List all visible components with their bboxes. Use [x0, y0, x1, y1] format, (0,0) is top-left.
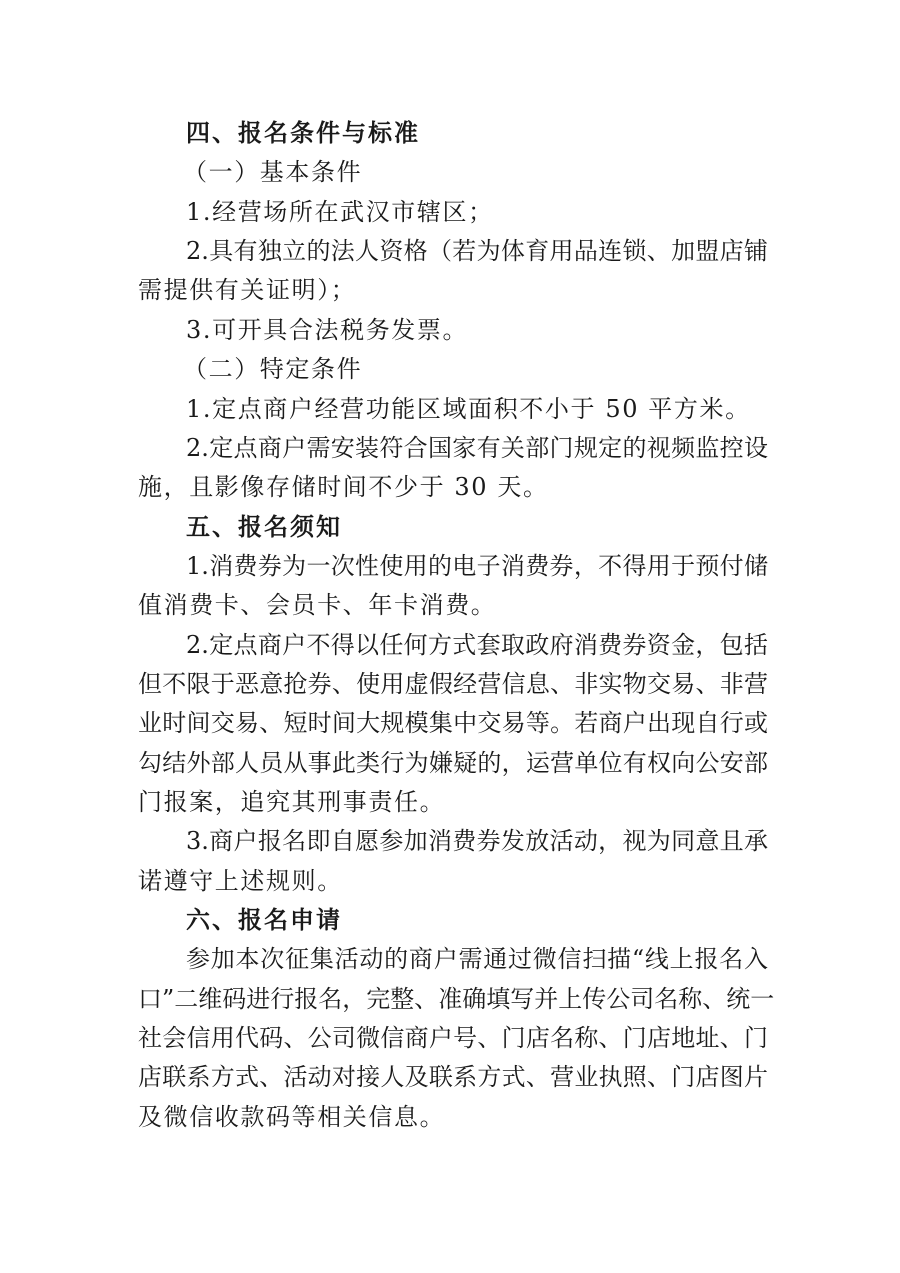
list-item-continuation: 但不限于恶意抢券、使用虚假经营信息、非实物交易、非营: [138, 670, 768, 698]
list-item: 3.可开具合法税务发票。: [186, 316, 469, 344]
paragraph-line: 店联系方式、活动对接人及联系方式、营业执照、门店图片: [138, 1063, 768, 1091]
subsection-title-specific: （二）特定条件: [183, 355, 363, 383]
list-item-continuation: 值消费卡、会员卡、年卡消费。: [138, 591, 497, 619]
list-item: 1.经营场所在武汉市辖区；: [186, 198, 494, 226]
list-item-continuation: 需提供有关证明）；: [138, 276, 357, 304]
list-item-continuation: 门报案，追究其刑事责任。: [138, 788, 446, 816]
list-item: 1.定点商户经营功能区域面积不小于 50 平方米。: [186, 395, 751, 423]
paragraph-line: 及微信收款码等相关信息。: [138, 1103, 446, 1131]
paragraph-line: 社会信用代码、公司微信商户号、门店名称、门店地址、门: [138, 1024, 768, 1052]
list-item-continuation: 业时间交易、短时间大规模集中交易等。若商户出现自行或: [138, 709, 768, 737]
list-item: 2.具有独立的法人资格（若为体育用品连锁、加盟店铺: [186, 237, 768, 265]
list-item-continuation: 诺遵守上述规则。: [138, 867, 343, 895]
subsection-title-basic: （一）基本条件: [183, 158, 363, 186]
section-heading-5: 五、报名须知: [186, 512, 342, 541]
list-item: 2.定点商户不得以任何方式套取政府消费券资金，包括: [186, 631, 768, 659]
paragraph-line: 参加本次征集活动的商户需通过微信扫描“线上报名入: [186, 945, 768, 973]
list-item-continuation: 勾结外部人员从事此类行为嫌疑的，运营单位有权向公安部: [138, 749, 768, 777]
list-item: 2.定点商户需安装符合国家有关部门规定的视频监控设: [186, 434, 768, 462]
section-heading-4: 四、报名条件与标准: [186, 118, 420, 147]
list-item: 3.商户报名即自愿参加消费券发放活动，视为同意且承: [186, 827, 768, 855]
list-item-continuation: 施，且影像存储时间不少于 30 天。: [138, 473, 549, 501]
list-item: 1.消费券为一次性使用的电子消费券，不得用于预付储: [186, 552, 768, 580]
paragraph-line: 口”二维码进行报名，完整、准确填写并上传公司名称、统一: [138, 985, 775, 1013]
section-heading-6: 六、报名申请: [186, 905, 342, 934]
